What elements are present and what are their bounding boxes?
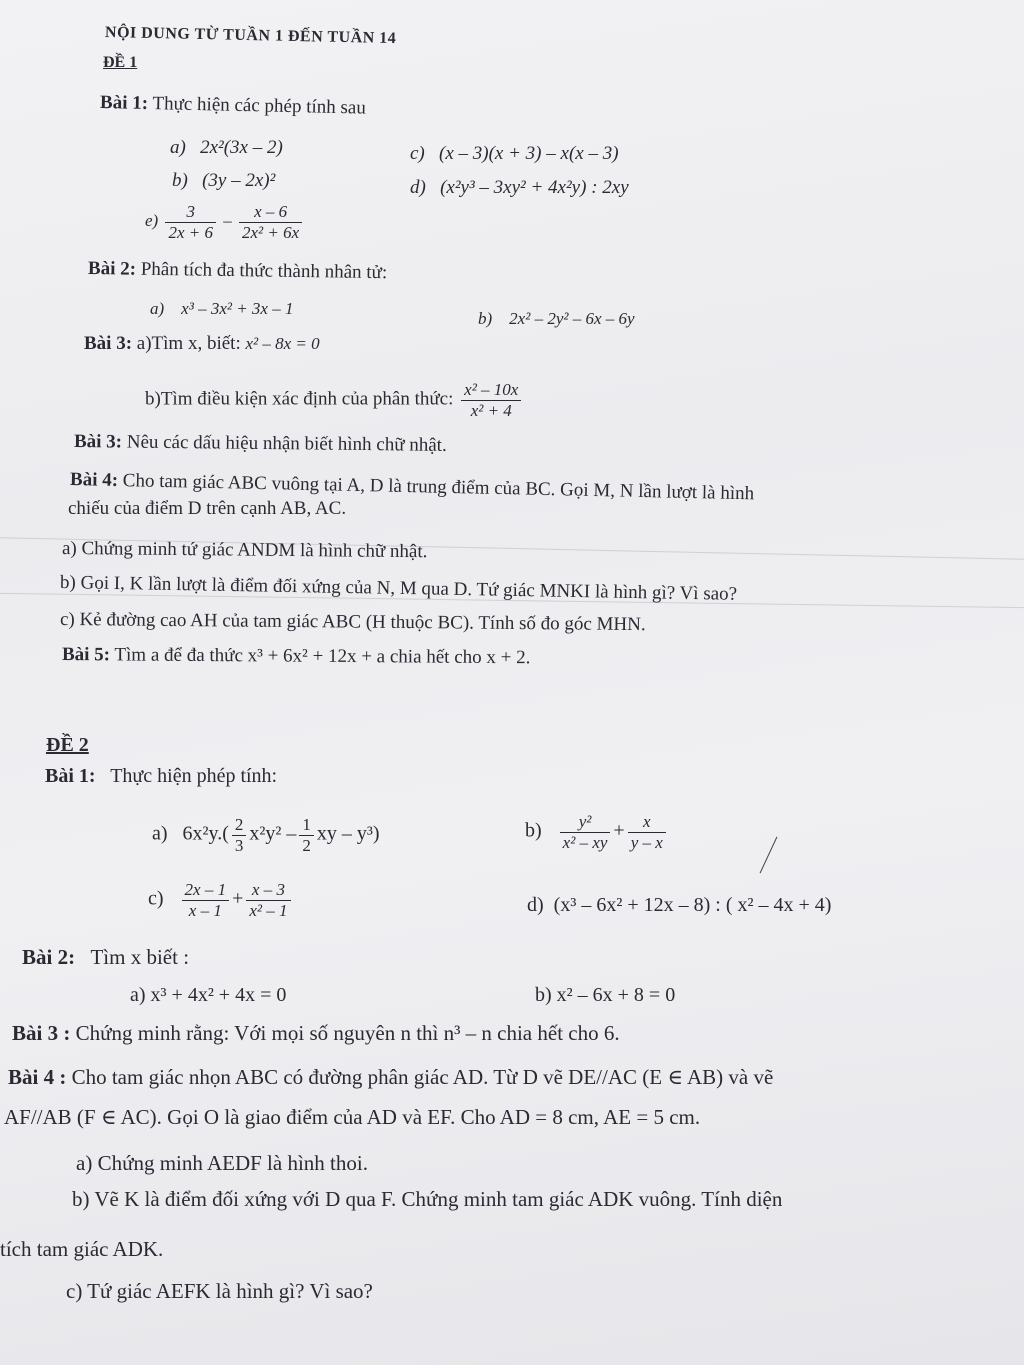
de1-bai4-line1-text: Cho tam giác ABC vuông tại A, D là trung điểm của BC. Gọi M, N lần lượt là hình	[122, 470, 755, 505]
de1-bai1-b	[172, 170, 275, 192]
fraction	[246, 880, 290, 920]
de1-bai1-a	[170, 137, 283, 159]
de2-bai4-line1-text: Cho tam giác nhọn ABC có đường phân giác AD. Từ D vẽ DE//AC (E ∈ AB) và vẽ	[71, 1065, 774, 1089]
de2-bai2-text: Tìm x biết :	[90, 945, 190, 969]
fraction-numerator: x – 3	[246, 880, 290, 901]
de1-bai3-label: Bài 3:	[84, 333, 133, 354]
de1-bai5	[62, 644, 531, 669]
pen-mark	[760, 837, 778, 874]
de2-bai1-c	[148, 880, 294, 920]
de2-bai1-b-label: b)	[525, 819, 542, 842]
de2-bai1-d	[527, 894, 831, 916]
fraction	[232, 815, 247, 855]
fraction-numerator: x – 6	[239, 202, 302, 223]
de2-bai3	[12, 1022, 620, 1044]
de1-bai1-b-label: b)	[172, 170, 188, 191]
fraction	[239, 202, 302, 242]
de1-bai4-line2: chiếu của điểm D trên cạnh AB, AC.	[68, 498, 347, 519]
de1-bai5-text: Tìm a để đa thức x³ + 6x² + 12x + a chia hết cho x + 2.	[114, 644, 531, 669]
exam-2-heading: ĐỀ 2	[46, 734, 89, 756]
operator: +	[232, 887, 244, 910]
de2-bai2-b: b) x² – 6x + 8 = 0	[535, 984, 676, 1006]
de1-bai1-d-expr: (x²y³ – 3xy² + 4x²y) : 2xy	[440, 177, 629, 198]
fraction	[299, 815, 314, 855]
de2-bai1-label: Bài 1:	[45, 765, 96, 787]
de1-bai1-a-label: a)	[170, 137, 186, 158]
de1-bai1-text: Thực hiện các phép tính sau	[152, 93, 367, 119]
fraction-denominator: y – x	[630, 832, 663, 852]
de1-bai1-b-expr: (3y – 2x)²	[202, 170, 276, 191]
fraction-denominator: 3	[234, 835, 244, 855]
fraction	[165, 202, 216, 242]
fraction-denominator: x² – 1	[249, 900, 288, 920]
de2-bai4-b1: b) Vẽ K là điểm đối xứng với D qua F. Chứng minh tam giác ADK vuông. Tính diện	[72, 1187, 783, 1211]
fraction-numerator: 3	[165, 202, 216, 223]
de2-bai1-a-post: xy – y³)	[316, 822, 380, 845]
de2-bai1-a	[152, 815, 380, 855]
fraction-denominator: 2	[302, 835, 311, 855]
fraction	[182, 880, 230, 920]
de1-bai1-e-label: e)	[145, 210, 159, 230]
de2-bai1-b	[525, 812, 669, 852]
de1-bai4-c: c) Kẻ đường cao AH của tam giác ABC (H thuộc BC). Tính số đo góc MHN.	[59, 609, 646, 636]
de2-bai1-a-pre: 6x²y.(	[182, 822, 229, 845]
de1-bai3b-label: Bài 3:	[73, 431, 123, 453]
de1-bai2-line	[88, 258, 387, 284]
de2-bai1-a-label: a)	[152, 822, 168, 845]
de1-bai4-a: a) Chứng minh tứ giác ANDM là hình chữ nhật.	[61, 538, 428, 563]
fraction	[461, 380, 521, 420]
de1-bai1-label: Bài 1:	[99, 92, 149, 115]
de1-bai1-c-label: c)	[410, 143, 425, 164]
de2-bai4-line2: AF//AB (F ∈ AC). Gọi O là giao điểm của AD và EF. Cho AD = 8 cm, AE = 5 cm.	[4, 1105, 701, 1129]
de2-bai1-text: Thực hiện phép tính:	[110, 765, 278, 787]
fraction-numerator: 1	[299, 815, 314, 836]
de1-bai1-d	[410, 177, 629, 199]
de1-bai2-b-expr: 2x² – 2y² – 6x – 6y	[509, 309, 635, 328]
de1-bai2-a-expr: x³ – 3x² + 3x – 1	[181, 299, 294, 318]
de1-bai1-e	[145, 202, 305, 242]
fraction	[628, 812, 666, 852]
de1-bai3-a-text: a)Tìm x, biết:	[136, 333, 241, 354]
de2-bai4-b2: tích tam giác ADK.	[0, 1237, 164, 1261]
fraction-numerator: x² – 10x	[461, 380, 521, 401]
de1-bai1-d-label: d)	[410, 177, 426, 198]
de1-bai2-b-label: b)	[478, 309, 493, 328]
de2-bai4-line1	[8, 1066, 773, 1088]
de2-bai2-a: a) x³ + 4x² + 4x = 0	[130, 984, 287, 1006]
de1-bai5-label: Bài 5:	[61, 644, 111, 666]
de1-bai3-b-text: b)Tìm điều kiện xác định của phân thức:	[145, 388, 454, 410]
de2-bai1-c-label: c)	[148, 887, 164, 910]
de1-bai3-b	[145, 380, 524, 420]
fraction-numerator: y²	[560, 812, 611, 833]
de1-bai3-a	[84, 333, 320, 355]
de2-bai1-a-mid: x²y² –	[249, 822, 297, 845]
fraction-numerator: 2x – 1	[182, 880, 230, 901]
de2-bai2-label: Bài 2:	[22, 945, 76, 969]
de2-bai4-label: Bài 4 :	[8, 1065, 67, 1089]
de1-bai3b	[74, 431, 447, 457]
de1-bai3b-text: Nêu các dấu hiệu nhận biết hình chữ nhật.	[126, 431, 447, 456]
fraction-denominator: x – 1	[188, 900, 222, 920]
de1-bai4-b: b) Gọi I, K lần lượt là điểm đối xứng của N, M qua D. Tứ giác MNKI là hình gì? Vì sao?	[59, 572, 738, 605]
de1-bai2-label: Bài 2:	[87, 258, 137, 280]
operator: –	[223, 210, 232, 230]
de1-bai2-a-label: a)	[150, 299, 165, 318]
de2-bai1-d-expr: (x³ – 6x² + 12x – 8) : ( x² – 4x + 4)	[553, 894, 832, 916]
de1-bai1-a-expr: 2x²(3x – 2)	[200, 137, 283, 158]
de2-bai1-line	[45, 765, 277, 787]
de2-bai3-label: Bài 3 :	[12, 1021, 71, 1045]
operator: +	[613, 819, 625, 842]
de2-bai4-a: a) Chứng minh AEDF là hình thoi.	[76, 1151, 368, 1175]
fraction-denominator: 2x² + 6x	[242, 222, 300, 242]
fraction-numerator: 2	[232, 815, 247, 836]
de1-bai2-b	[478, 308, 635, 330]
de2-bai1-d-label: d)	[527, 894, 544, 916]
fraction-denominator: x² + 4	[470, 400, 512, 420]
de1-bai4-label: Bài 4:	[69, 469, 119, 492]
de1-bai3-a-expr: x² – 8x = 0	[245, 334, 320, 353]
fraction-denominator: 2x + 6	[168, 222, 213, 242]
fraction	[560, 812, 611, 852]
fraction-numerator: x	[628, 812, 666, 833]
de2-bai4-c: c) Tứ giác AEFK là hình gì? Vì sao?	[66, 1279, 373, 1303]
fraction-denominator: x² – xy	[562, 832, 608, 852]
de1-bai2-a	[150, 298, 293, 320]
de2-bai2-line	[22, 946, 189, 968]
de2-bai3-text: Chứng minh rằng: Với mọi số nguyên n thì n³ – n chia hết cho 6.	[75, 1021, 620, 1045]
exam-1-heading: ĐỀ 1	[103, 54, 138, 71]
de1-bai1-line	[100, 92, 366, 120]
de1-bai1-c-expr: (x – 3)(x + 3) – x(x – 3)	[439, 143, 619, 164]
document-title: NỘI DUNG TỪ TUẦN 1 ĐẾN TUẦN 14	[104, 24, 397, 48]
de1-bai2-text: Phân tích đa thức thành nhân tử:	[140, 258, 388, 284]
de1-bai1-c	[410, 143, 619, 165]
